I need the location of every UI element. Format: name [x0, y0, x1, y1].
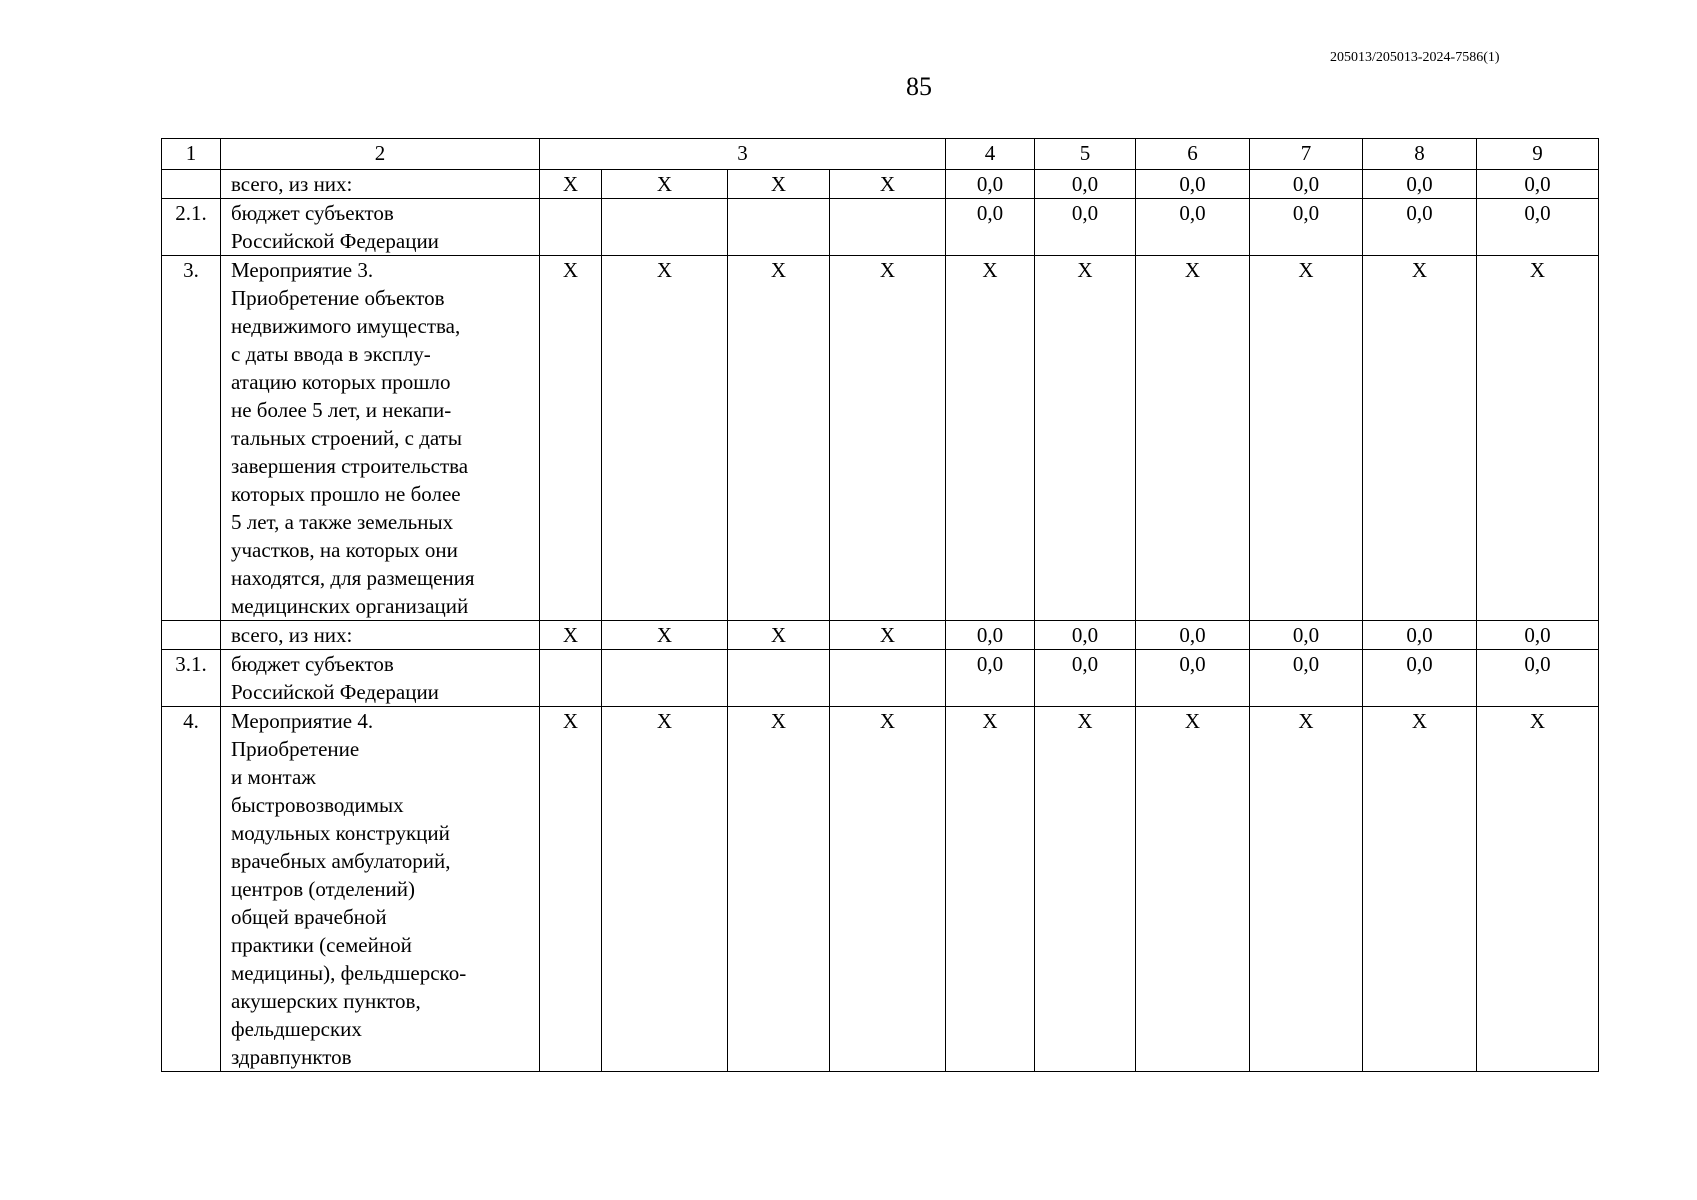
- value-cell: 0,0: [1363, 621, 1477, 650]
- column-header: 2: [221, 139, 540, 170]
- column-header: 5: [1035, 139, 1136, 170]
- description-line: Мероприятие 3.: [231, 258, 374, 282]
- budget-table: [161, 138, 1599, 1072]
- table-row: [162, 707, 1599, 1072]
- col3-subcell: X: [728, 170, 830, 199]
- value-cell: X: [1363, 256, 1477, 621]
- value-cell: 0,0: [1250, 170, 1363, 199]
- value-cell: 0,0: [1477, 199, 1599, 256]
- description-line: медицины), фельдшерско-: [231, 961, 467, 985]
- row-description: [221, 199, 540, 256]
- value-cell: 0,0: [1136, 650, 1250, 707]
- column-header: 6: [1136, 139, 1250, 170]
- table-row: [162, 650, 1599, 707]
- row-number: [162, 170, 221, 199]
- value-cell: 0,0: [1035, 621, 1136, 650]
- value-cell: 0,0: [1136, 170, 1250, 199]
- column-header: 7: [1250, 139, 1363, 170]
- description-line: бюджет субъектов: [231, 201, 394, 225]
- value-cell: X: [946, 256, 1035, 621]
- value-cell: 0,0: [1136, 621, 1250, 650]
- value-cell: 0,0: [946, 621, 1035, 650]
- description-line: фельдшерских: [231, 1017, 362, 1041]
- row-description: [221, 650, 540, 707]
- value-cell: 0,0: [1035, 650, 1136, 707]
- col3-subcell: X: [602, 707, 728, 1072]
- description-line: атацию которых прошло: [231, 370, 451, 394]
- value-cell: X: [1363, 707, 1477, 1072]
- value-cell: X: [1136, 707, 1250, 1072]
- description-line: модульных конструкций: [231, 821, 450, 845]
- description-line: Российской Федерации: [231, 680, 439, 704]
- description-line: общей врачебной: [231, 905, 387, 929]
- col3-subcell: [728, 199, 830, 256]
- value-cell: X: [946, 707, 1035, 1072]
- column-header: 8: [1363, 139, 1477, 170]
- col3-subcell: [830, 199, 946, 256]
- value-cell: X: [1035, 707, 1136, 1072]
- column-header-row: [162, 139, 1599, 170]
- description-line: завершения строительства: [231, 454, 469, 478]
- col3-subcell: [540, 199, 602, 256]
- value-cell: 0,0: [1136, 199, 1250, 256]
- col3-subcell: X: [830, 707, 946, 1072]
- description-line: недвижимого имущества,: [231, 314, 461, 338]
- col3-subcell: X: [830, 256, 946, 621]
- col3-subcell: X: [540, 707, 602, 1072]
- col3-subcell: X: [602, 621, 728, 650]
- col3-subcell: X: [602, 256, 728, 621]
- description-line: участков, на которых они: [231, 538, 458, 562]
- description-line: и монтаж: [231, 765, 316, 789]
- description-line: Мероприятие 4.: [231, 709, 374, 733]
- description-line: Приобретение: [231, 737, 360, 761]
- row-number: 4.: [162, 707, 221, 1072]
- value-cell: 0,0: [1363, 650, 1477, 707]
- col3-subcell: X: [830, 621, 946, 650]
- value-cell: 0,0: [946, 650, 1035, 707]
- description-line: всего, из них:: [231, 172, 353, 196]
- description-line: Приобретение объектов: [231, 286, 445, 310]
- value-cell: X: [1477, 256, 1599, 621]
- description-line: акушерских пунктов,: [231, 989, 421, 1013]
- col3-subcell: X: [540, 256, 602, 621]
- description-line: Российской Федерации: [231, 229, 439, 253]
- description-line: 5 лет, а также земельных: [231, 510, 454, 534]
- value-cell: 0,0: [946, 199, 1035, 256]
- column-header: 1: [162, 139, 221, 170]
- row-number: 3.1.: [162, 650, 221, 707]
- row-number: [162, 621, 221, 650]
- row-description: [221, 170, 540, 199]
- table-row: [162, 621, 1599, 650]
- value-cell: 0,0: [1250, 650, 1363, 707]
- col3-subcell: [602, 199, 728, 256]
- row-number: 3.: [162, 256, 221, 621]
- value-cell: 0,0: [1250, 199, 1363, 256]
- col3-subcell: [728, 650, 830, 707]
- value-cell: X: [1136, 256, 1250, 621]
- col3-subcell: X: [540, 621, 602, 650]
- col3-subcell: X: [728, 256, 830, 621]
- col3-subcell: X: [540, 170, 602, 199]
- value-cell: 0,0: [1035, 199, 1136, 256]
- col3-subcell: X: [728, 707, 830, 1072]
- description-line: бюджет субъектов: [231, 652, 394, 676]
- value-cell: 0,0: [1477, 170, 1599, 199]
- value-cell: 0,0: [1363, 199, 1477, 256]
- description-line: с даты ввода в эксплу-: [231, 342, 431, 366]
- description-line: врачебных амбулаторий,: [231, 849, 451, 873]
- col3-subcell: [830, 650, 946, 707]
- value-cell: 0,0: [946, 170, 1035, 199]
- description-line: практики (семейной: [231, 933, 412, 957]
- column-header: 3: [540, 139, 946, 170]
- col3-subcell: [602, 650, 728, 707]
- document-code: 205013/205013-2024-7586(1): [1330, 50, 1500, 65]
- table-body: [162, 139, 1599, 1072]
- column-header: 9: [1477, 139, 1599, 170]
- value-cell: X: [1477, 707, 1599, 1072]
- column-header: 4: [946, 139, 1035, 170]
- table-row: [162, 256, 1599, 621]
- value-cell: 0,0: [1035, 170, 1136, 199]
- value-cell: X: [1035, 256, 1136, 621]
- description-line: которых прошло не более: [231, 482, 461, 506]
- col3-subcell: X: [830, 170, 946, 199]
- row-description: [221, 707, 540, 1072]
- table-row: [162, 170, 1599, 199]
- col3-subcell: X: [728, 621, 830, 650]
- value-cell: 0,0: [1250, 621, 1363, 650]
- description-line: здравпунктов: [231, 1045, 352, 1069]
- value-cell: X: [1250, 707, 1363, 1072]
- row-description: [221, 621, 540, 650]
- row-description: [221, 256, 540, 621]
- description-line: тальных строений, с даты: [231, 426, 462, 450]
- description-line: не более 5 лет, и некапи-: [231, 398, 452, 422]
- table-row: [162, 199, 1599, 256]
- value-cell: 0,0: [1363, 170, 1477, 199]
- description-line: центров (отделений): [231, 877, 416, 901]
- col3-subcell: X: [602, 170, 728, 199]
- description-line: всего, из них:: [231, 623, 353, 647]
- page-number: 85: [906, 72, 932, 101]
- description-line: находятся, для размещения: [231, 566, 475, 590]
- value-cell: X: [1250, 256, 1363, 621]
- description-line: быстровозводимых: [231, 793, 404, 817]
- col3-subcell: [540, 650, 602, 707]
- description-line: медицинских организаций: [231, 594, 469, 618]
- row-number: 2.1.: [162, 199, 221, 256]
- value-cell: 0,0: [1477, 621, 1599, 650]
- value-cell: 0,0: [1477, 650, 1599, 707]
